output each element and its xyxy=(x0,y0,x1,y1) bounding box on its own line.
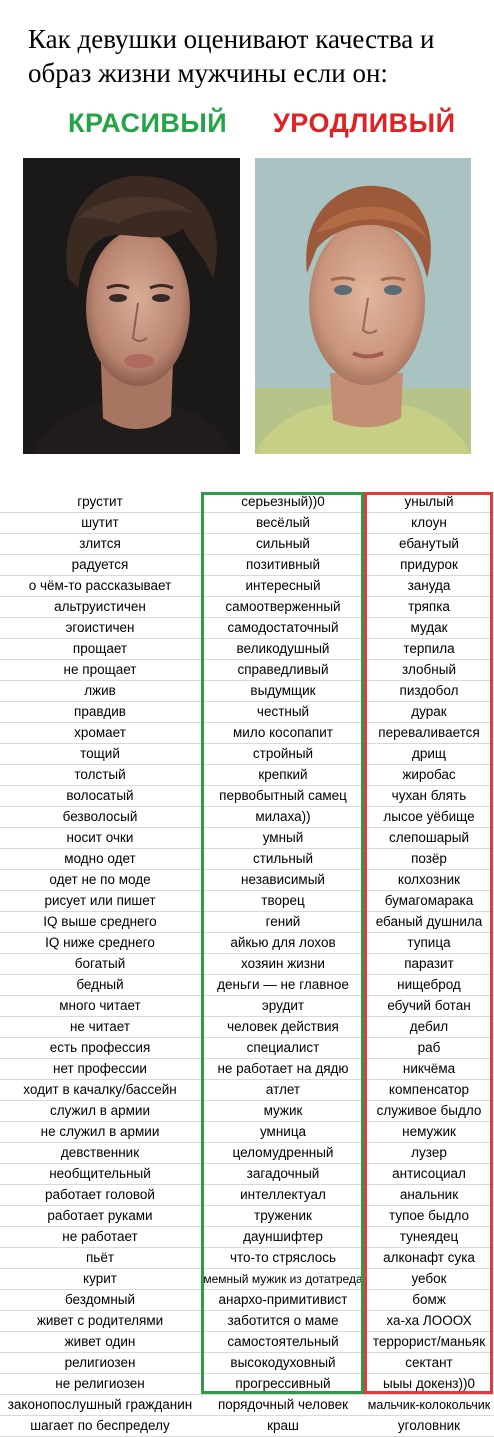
table-row xyxy=(0,639,494,660)
handsome-cell: самодостаточный xyxy=(227,620,339,635)
handsome-cell: серьезный))0 xyxy=(241,494,325,509)
ugly-cell: терпила xyxy=(403,641,455,656)
ugly-cell: раб xyxy=(417,1040,441,1055)
trait-cell: много читает xyxy=(59,998,141,1013)
handsome-cell: эрудит xyxy=(261,998,305,1013)
table-row xyxy=(0,1017,494,1038)
trait-cell: работает руками xyxy=(47,1208,153,1223)
handsome-cell: умница xyxy=(259,1124,307,1139)
ugly-cell: алконафт сука xyxy=(383,1250,475,1265)
table-row xyxy=(0,1206,494,1227)
table-row xyxy=(0,744,494,765)
handsome-cell: порядочный человек xyxy=(217,1397,349,1412)
table-row xyxy=(0,1227,494,1248)
table-row xyxy=(0,1038,494,1059)
table-row xyxy=(0,954,494,975)
table-row xyxy=(0,576,494,597)
trait-cell: ходит в качалку/бассейн xyxy=(23,1082,177,1097)
table-row xyxy=(0,849,494,870)
ugly-cell: лузер xyxy=(411,1145,447,1160)
table-row xyxy=(0,1374,494,1395)
table-row xyxy=(0,1332,494,1353)
ugly-cell: жиробас xyxy=(402,767,456,782)
handsome-cell: дауншифтер xyxy=(243,1229,323,1244)
portrait-handsome xyxy=(23,158,240,454)
trait-cell: богатый xyxy=(74,956,126,971)
table-row xyxy=(0,828,494,849)
handsome-cell: творец xyxy=(261,893,305,908)
handsome-cell: высокодуховный xyxy=(230,1355,336,1370)
ugly-cell: уголовник xyxy=(397,1418,461,1433)
table-row xyxy=(0,1185,494,1206)
trait-cell: носит очки xyxy=(66,830,134,845)
ugly-cell: тупое быдло xyxy=(388,1208,469,1223)
label-handsome: КРАСИВЫЙ xyxy=(68,108,228,138)
ugly-cell: пиздобол xyxy=(399,683,459,698)
trait-cell: не прощает xyxy=(63,662,137,677)
trait-cell: не религиозен xyxy=(55,1376,145,1391)
handsome-cell: мемный мужик из дотатреда xyxy=(203,1272,363,1286)
trait-cell: правдив xyxy=(74,704,126,719)
ugly-cell: колхозник xyxy=(397,872,461,887)
handsome-cell: выдумщик xyxy=(250,683,316,698)
handsome-cell: айкью для лохов xyxy=(230,935,336,950)
ugly-cell: лысое уёбище xyxy=(383,809,475,824)
ugly-cell: злобный xyxy=(401,662,456,677)
table-row xyxy=(0,996,494,1017)
table-row xyxy=(0,870,494,891)
column-divider xyxy=(202,492,203,1397)
trait-cell: необщительный xyxy=(49,1166,151,1181)
ugly-cell: ебанутый xyxy=(399,536,459,551)
handsome-cell: честный xyxy=(256,704,310,719)
trait-cell: служил в армии xyxy=(49,1103,151,1118)
handsome-cell: умный xyxy=(262,830,304,845)
ugly-cell: уебок xyxy=(411,1271,447,1286)
table-row xyxy=(0,1143,494,1164)
ugly-cell: ха-ха ЛОООХ xyxy=(386,1313,472,1328)
trait-cell: живет один xyxy=(64,1334,136,1349)
handsome-cell: великодушный xyxy=(236,641,330,656)
ugly-cell: ебучий ботан xyxy=(387,998,471,1013)
handsome-cell: прогрессивный xyxy=(235,1376,331,1391)
table-row xyxy=(0,1269,494,1290)
trait-cell: живет с родителями xyxy=(36,1313,164,1328)
ugly-cell: нищеброд xyxy=(397,977,461,992)
table-row xyxy=(0,933,494,954)
handsome-cell: специалист xyxy=(246,1040,320,1055)
table-row xyxy=(0,513,494,534)
trait-cell: модно одет xyxy=(64,851,136,866)
handsome-cell: крепкий xyxy=(258,767,308,782)
trait-cell: не читает xyxy=(69,1019,131,1034)
table-row xyxy=(0,723,494,744)
ugly-cell: ебаный душнила xyxy=(375,914,483,929)
ugly-cell: мальчик-колокольчик xyxy=(367,1398,491,1412)
table-row xyxy=(0,1395,494,1416)
trait-cell: религиозен xyxy=(64,1355,136,1370)
handsome-cell: милаха)) xyxy=(255,809,311,824)
table-row xyxy=(0,1059,494,1080)
handsome-cell: гений xyxy=(265,914,301,929)
handsome-cell: независимый xyxy=(241,872,325,887)
handsome-cell: человек действия xyxy=(227,1019,339,1034)
handsome-cell: позитивный xyxy=(246,557,320,572)
handsome-cell: заботится о маме xyxy=(227,1313,339,1328)
table-row xyxy=(0,492,494,513)
table-row xyxy=(0,618,494,639)
comparison-table xyxy=(0,492,494,1437)
handsome-cell: труженик xyxy=(254,1208,312,1223)
trait-cell: толстый xyxy=(74,767,126,782)
trait-cell: радуется xyxy=(71,557,129,572)
trait-cell: работает головой xyxy=(45,1187,155,1202)
ugly-cell: придурок xyxy=(400,557,458,572)
handsome-cell: самоотверженный xyxy=(225,599,341,614)
trait-cell: альтруистичен xyxy=(54,599,146,614)
trait-cell: бедный xyxy=(76,977,124,992)
ugly-cell: переваливается xyxy=(378,725,480,740)
ugly-cell: позёр xyxy=(411,851,447,866)
trait-cell: безволосый xyxy=(62,809,138,824)
trait-cell: о чём-то рассказывает xyxy=(28,578,172,593)
table-row xyxy=(0,681,494,702)
trait-cell: эгоистичен xyxy=(65,620,135,635)
table-row xyxy=(0,534,494,555)
ugly-cell: никчёма xyxy=(402,1061,456,1076)
portrait-ugly xyxy=(255,158,471,454)
ugly-cell: мудак xyxy=(410,620,448,635)
table-row xyxy=(0,1164,494,1185)
handsome-cell: стройный xyxy=(252,746,314,761)
table-row xyxy=(0,1101,494,1122)
table-row xyxy=(0,807,494,828)
table-row xyxy=(0,1290,494,1311)
handsome-cell: анархо-примитивист xyxy=(218,1292,348,1307)
trait-cell: IQ выше среднего xyxy=(43,914,157,929)
handsome-cell: весёлый xyxy=(256,515,310,530)
trait-cell: тощий xyxy=(80,746,120,761)
table-row xyxy=(0,1353,494,1374)
trait-cell: пьёт xyxy=(85,1250,115,1265)
handsome-cell: стильный xyxy=(252,851,314,866)
handsome-cell: не работает на дядю xyxy=(217,1061,349,1076)
trait-cell: волосатый xyxy=(66,788,134,803)
ugly-cell: анальник xyxy=(399,1187,459,1202)
ugly-cell: зануда xyxy=(407,578,451,593)
trait-cell: злится xyxy=(79,536,121,551)
label-ugly: УРОДЛИВЫЙ xyxy=(273,108,456,138)
ugly-cell: компенсатор xyxy=(388,1082,470,1097)
ugly-cell: паразит xyxy=(404,956,454,971)
trait-cell: рисует или пишет xyxy=(44,893,156,908)
handsome-cell: первобытный самец xyxy=(219,788,347,803)
handsome-cell: хозяин жизни xyxy=(241,956,325,971)
ugly-cell: сектант xyxy=(405,1355,453,1370)
handsome-cell: краш xyxy=(267,1418,299,1433)
table-row xyxy=(0,555,494,576)
trait-cell: бездомный xyxy=(64,1292,136,1307)
table-row xyxy=(0,1416,494,1437)
ugly-cell: бумагомарака xyxy=(384,893,474,908)
handsome-cell: мужик xyxy=(263,1103,303,1118)
table-row xyxy=(0,786,494,807)
trait-cell: прощает xyxy=(72,641,128,656)
photo-ugly xyxy=(255,158,471,454)
trait-cell: лжив xyxy=(84,683,116,698)
ugly-cell: дебил xyxy=(409,1019,449,1034)
handsome-cell: справедливый xyxy=(237,662,329,677)
trait-cell: нет профессии xyxy=(53,1061,147,1076)
ugly-cell: антисоциал xyxy=(392,1166,466,1181)
table-row xyxy=(0,1311,494,1332)
ugly-cell: унылый xyxy=(404,494,454,509)
ugly-cell: дурак xyxy=(411,704,447,719)
handsome-cell: что-то стряслось xyxy=(229,1250,337,1265)
page-title: Как девушки оценивают качества и образ жизни мужчины если он: xyxy=(28,24,435,88)
ugly-cell: дрищ xyxy=(411,746,447,761)
handsome-cell: деньги — не главное xyxy=(217,977,349,992)
ugly-cell: клоун xyxy=(411,515,447,530)
trait-cell: IQ ниже среднего xyxy=(45,935,155,950)
handsome-cell: интересный xyxy=(245,578,321,593)
table-row xyxy=(0,597,494,618)
trait-cell: шутит xyxy=(81,515,119,530)
ugly-cell: ыыы докенз))0 xyxy=(383,1376,475,1391)
trait-cell: курит xyxy=(83,1271,117,1286)
trait-cell: не работает xyxy=(62,1229,138,1244)
trait-cell: девственник xyxy=(60,1145,140,1160)
ugly-cell: тупица xyxy=(407,935,451,950)
ugly-cell: слепошарый xyxy=(388,830,470,845)
ugly-cell: чухан блять xyxy=(391,788,467,803)
table-row xyxy=(0,1122,494,1143)
table-row xyxy=(0,891,494,912)
table-row xyxy=(0,975,494,996)
ugly-cell: немужик xyxy=(402,1124,456,1139)
ugly-cell: служивое быдло xyxy=(376,1103,482,1118)
photo-handsome xyxy=(23,158,240,454)
trait-cell: есть профессия xyxy=(49,1040,151,1055)
ugly-cell: террорист/маньяк xyxy=(372,1334,486,1349)
ugly-cell: тряпка xyxy=(408,599,450,614)
table-row xyxy=(0,1248,494,1269)
trait-cell: не служил в армии xyxy=(40,1124,160,1139)
table-row xyxy=(0,765,494,786)
table-row xyxy=(0,660,494,681)
trait-cell: грустит xyxy=(77,494,123,509)
handsome-cell: загадочный xyxy=(246,1166,320,1181)
handsome-cell: интеллектуал xyxy=(240,1187,326,1202)
column-divider xyxy=(365,492,366,1397)
handsome-cell: целомудренный xyxy=(232,1145,334,1160)
table-row xyxy=(0,912,494,933)
handsome-cell: самостоятельный xyxy=(227,1334,339,1349)
trait-cell: хромает xyxy=(74,725,126,740)
trait-cell: шагает по беспределу xyxy=(30,1418,170,1433)
table-row xyxy=(0,1080,494,1101)
handsome-cell: сильный xyxy=(256,536,310,551)
table-row xyxy=(0,702,494,723)
handsome-cell: атлет xyxy=(265,1082,301,1097)
handsome-cell: мило косопапит xyxy=(233,725,333,740)
trait-cell: одет не по моде xyxy=(49,872,151,887)
ugly-cell: тунеядец xyxy=(399,1229,459,1244)
ugly-cell: бомж xyxy=(412,1292,446,1307)
trait-cell: законопослушный гражданин xyxy=(7,1397,193,1412)
